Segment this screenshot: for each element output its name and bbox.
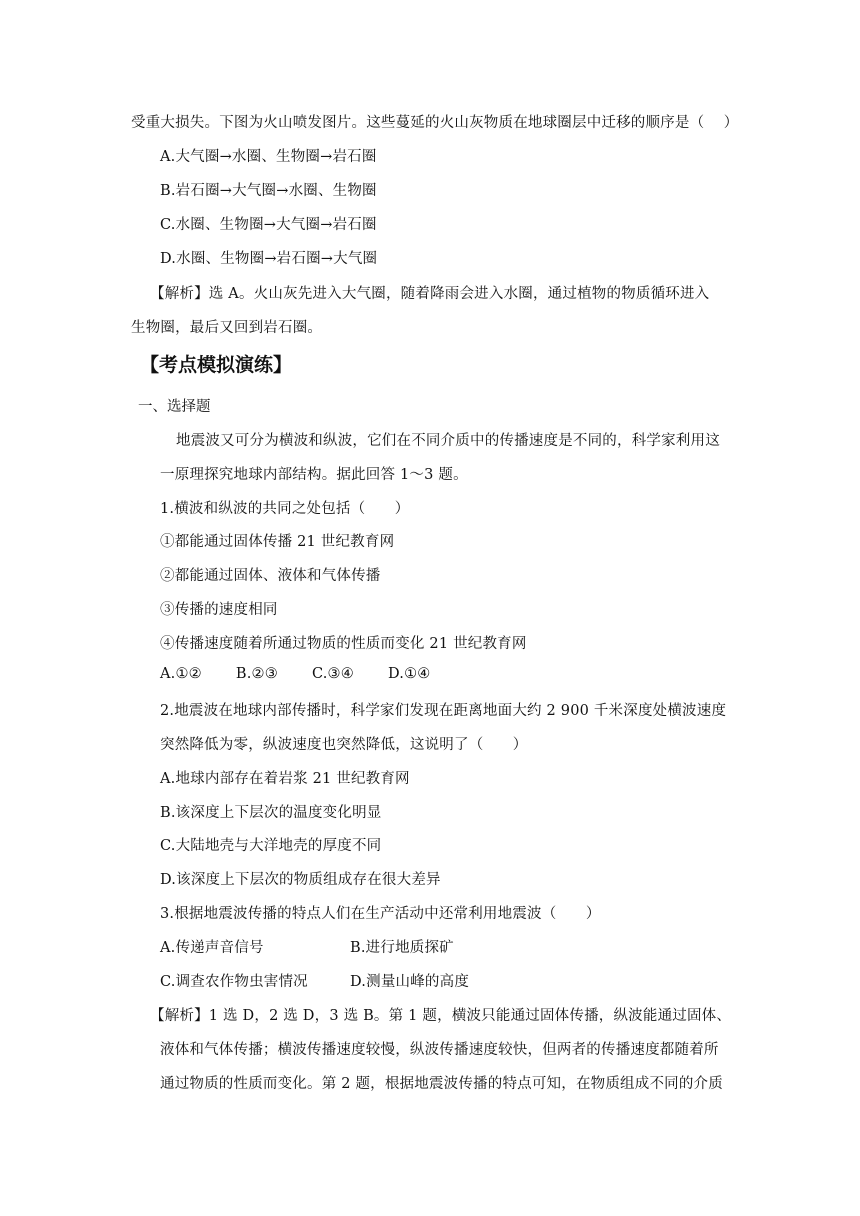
q2-option-c: C.大陆地壳与大洋地壳的厚度不同 [160, 838, 382, 854]
intro-line: 一原理探究地球内部结构。据此回答 1～3 题。 [160, 467, 468, 483]
q1-option-d: D.①④ [387, 666, 431, 682]
q2-option-d: D.该深度上下层次的物质组成存在很大差异 [160, 872, 441, 888]
q1-option-b: B.②③ [235, 666, 278, 682]
q2-option-a: A.地球内部存在着岩浆 21 世纪教育网 [160, 771, 410, 787]
q1-options [160, 666, 431, 682]
option-c: C.水圈、生物圈→大气圈→岩石圈 [160, 217, 377, 233]
q1-item: ①都能通过固体传播 21 世纪教育网 [160, 534, 395, 550]
q3-option-a: A.传递声音信号 [160, 940, 264, 956]
q2-stem: 2.地震波在地球内部传播时，科学家们发现在距离地面大约 2 900 千米深度处横波速度 [160, 703, 727, 719]
q2-option-b: B.该深度上下层次的温度变化明显 [160, 805, 382, 821]
q1-option-c: C.③④ [311, 666, 354, 682]
q3-stem: 3.根据地震波传播的特点人们在生产活动中还常利用地震波（ ） [160, 906, 601, 922]
q1-item: ④传播速度随着所通过物质的性质而变化 21 世纪教育网 [160, 636, 527, 652]
q1-item: ②都能通过固体、液体和气体传播 [160, 568, 381, 584]
q1-item: ③传播的速度相同 [160, 602, 278, 618]
section-heading: 【考点模拟演练】 [140, 354, 293, 376]
analysis-line: 通过物质的性质而变化。第 2 题，根据地震波传播的特点可知，在物质组成不同的介质 [160, 1076, 723, 1092]
q3-options-row2 [160, 970, 469, 991]
q2-stem: 突然降低为零，纵波速度也突然降低，这说明了（ ） [160, 737, 528, 753]
q3-option-b: B.进行地质探矿 [350, 940, 454, 956]
analysis-line: 液体和气体传播；横波传播速度较慢，纵波传播速度较快，但两者的传播速度都随着所 [160, 1042, 719, 1058]
q1-stem: 1.横波和纵波的共同之处包括（ ） [160, 501, 410, 517]
q3-options-row1 [160, 936, 454, 957]
question-stem-continuation: 受重大损失。下图为火山喷发图片。这些蔓延的火山灰物质在地球圈层中迁移的顺序是（ ） [131, 115, 739, 131]
q3-option-c: C.调查农作物虫害情况 [160, 974, 308, 990]
analysis-line: 【解析】1 选 D，2 选 D，3 选 B。第 1 题，横波只能通过固体传播，纵波能通过固体、 [150, 1008, 732, 1024]
option-d: D.水圈、生物圈→岩石圈→大气圈 [160, 251, 378, 267]
option-b: B.岩石圈→大气圈→水圈、生物圈 [160, 183, 377, 199]
q3-option-d: D.测量山峰的高度 [350, 974, 470, 990]
intro-line: 地震波又可分为横波和纵波，它们在不同介质中的传播速度是不同的，科学家利用这 [176, 433, 720, 449]
analysis-line: 【解析】选 A。火山灰先进入大气圈，随着降雨会进入水圈，通过植物的物质循环进入 [150, 286, 710, 302]
option-a: A.大气圈→水圈、生物圈→岩石圈 [160, 149, 377, 165]
analysis-line: 生物圈，最后又回到岩石圈。 [131, 320, 323, 336]
q1-option-a: A.①② [160, 666, 202, 682]
subsection-title: 一、选择题 [138, 399, 211, 415]
